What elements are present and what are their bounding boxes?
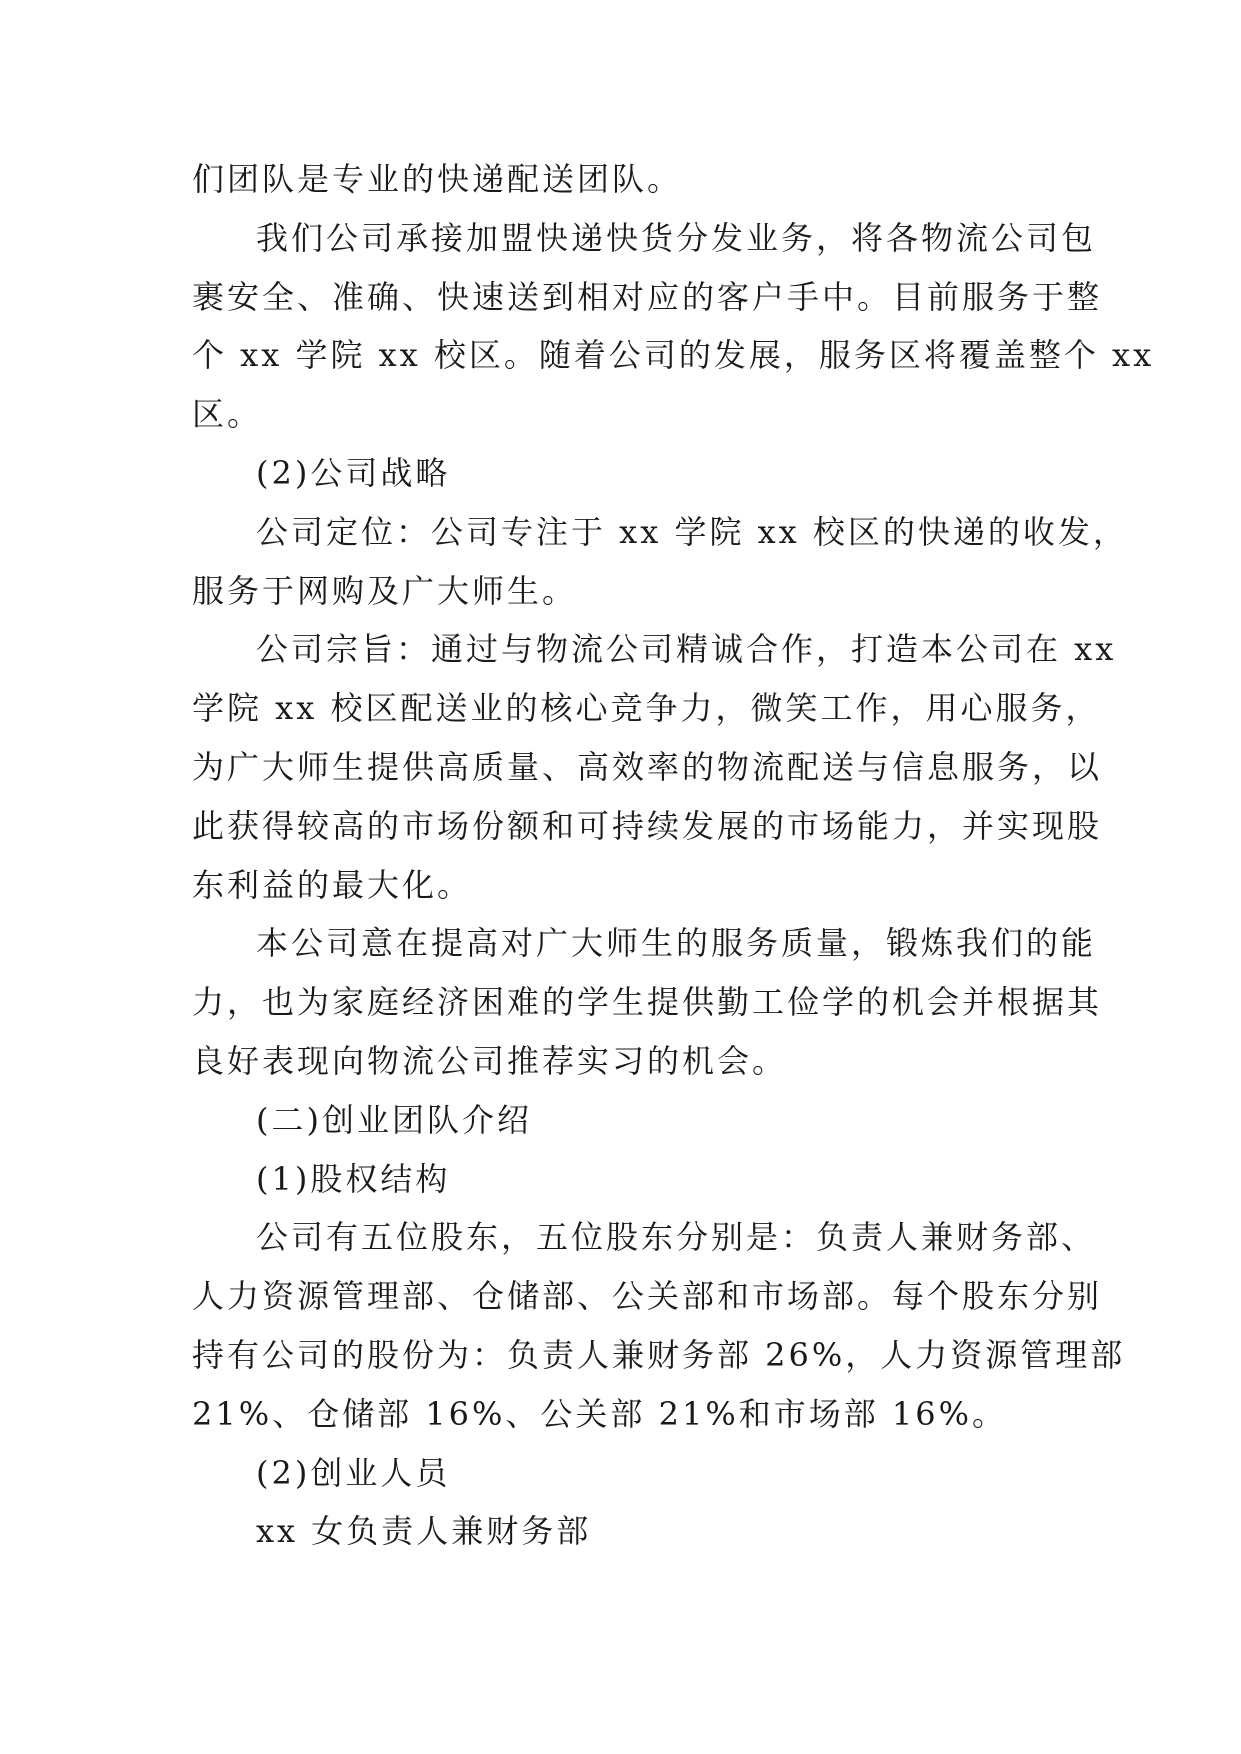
text-line: xx 女负责人兼财务部: [256, 1512, 592, 1551]
text-line: 本公司意在提高对广大师生的服务质量，锻炼我们的能: [256, 924, 1097, 963]
text-line: 学院 xx 校区配送业的核心竞争力，微笑工作，用心服务，: [192, 689, 1101, 728]
text-line: 裹安全、准确、快速送到相对应的客户手中。目前服务于整: [192, 277, 1103, 316]
text-line: 东利益的最大化。: [192, 865, 473, 904]
text-line: 我们公司承接加盟快递快货分发业务，将各物流公司包: [256, 218, 1097, 257]
text-line: 个 xx 学院 xx 校区。随着公司的发展，服务区将覆盖整个 xx: [192, 336, 1155, 375]
text-line: 为广大师生提供高质量、高效率的物流配送与信息服务，以: [192, 747, 1103, 786]
text-line: 服务于网购及广大师生。: [192, 571, 578, 610]
text-line: 良好表现向物流公司推荐实习的机会。: [192, 1041, 788, 1080]
text-line: 21%、仓储部 16%、公关部 21%和市场部 16%。: [192, 1394, 1008, 1433]
text-line: 力，也为家庭经济困难的学生提供勤工俭学的机会并根据其: [192, 983, 1103, 1022]
text-line: 公司定位：公司专注于 xx 学院 xx 校区的快递的收发，: [256, 512, 1128, 551]
text-line: 人力资源管理部、仓储部、公关部和市场部。每个股东分别: [192, 1277, 1103, 1316]
text-line: 们团队是专业的快递配送团队。: [192, 160, 683, 198]
text-line: 公司宗旨：通过与物流公司精诚合作，打造本公司在 xx: [256, 630, 1117, 669]
text-line: 此获得较高的市场份额和可持续发展的市场能力，并实现股: [192, 806, 1103, 845]
text-line: 公司有五位股东，五位股东分别是：负责人兼财务部、: [256, 1218, 1097, 1257]
section-heading: (1)股权结构: [256, 1159, 451, 1198]
section-heading: (二)创业团队介绍: [256, 1100, 532, 1139]
section-heading: (2)创业人员: [256, 1453, 451, 1492]
text-line: 区。: [192, 395, 263, 434]
text-line: 持有公司的股份为：负责人兼财务部 26%，人力资源管理部: [192, 1335, 1126, 1374]
section-heading: (2)公司战略: [256, 453, 451, 492]
document-page: [192, 150, 1155, 1561]
